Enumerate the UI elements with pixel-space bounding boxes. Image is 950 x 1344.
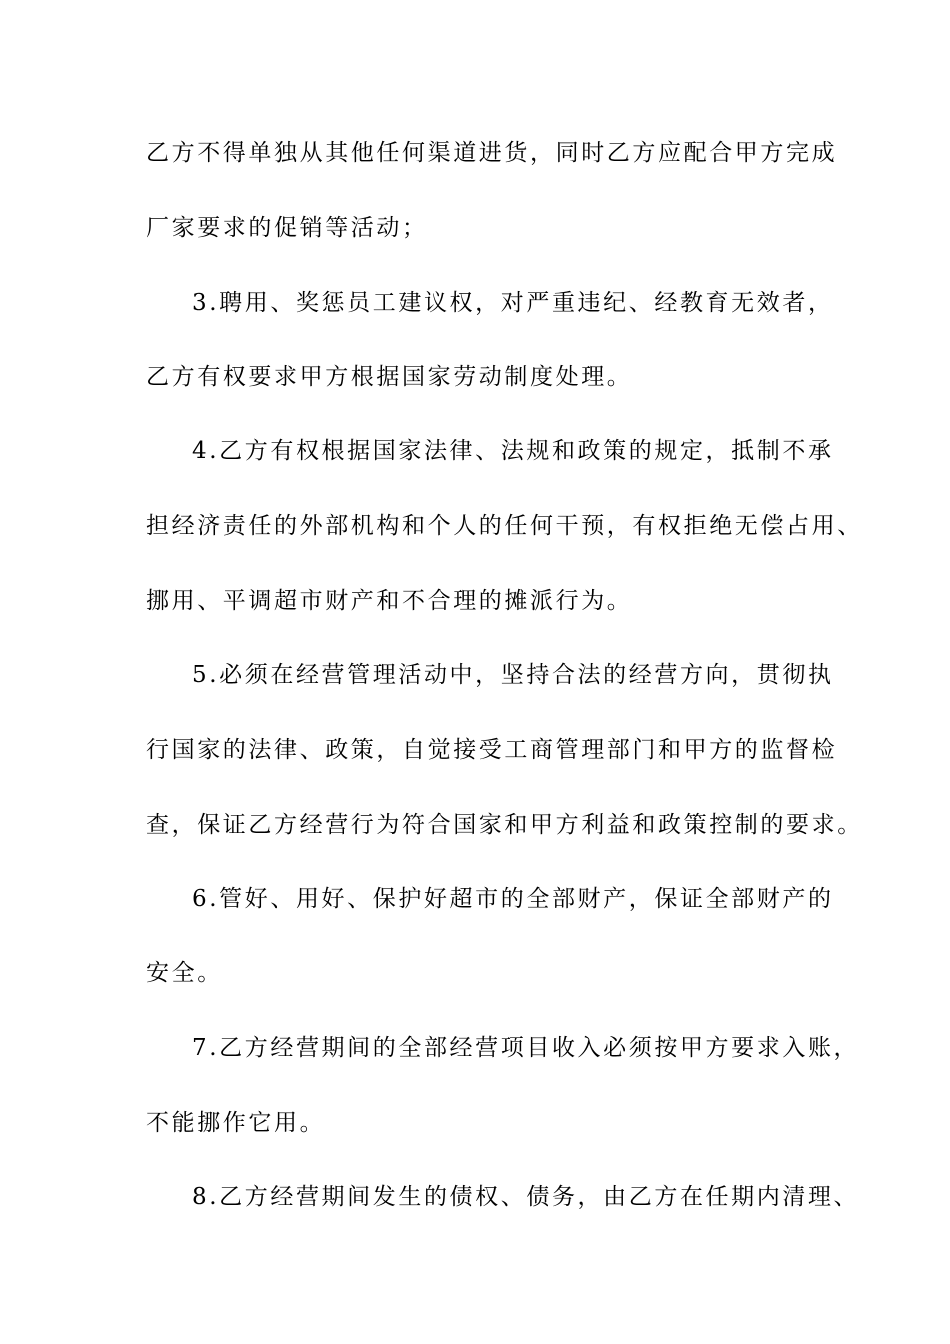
paragraph-line: 3.聘用、奖惩员工建议权，对严重违纪、经教育无效者， (192, 290, 834, 316)
paragraph-line: 挪用、平调超市财产和不合理的摊派行为。 (146, 588, 633, 614)
paragraph-line: 查，保证乙方经营行为符合国家和甲方利益和政策控制的要求。 (146, 812, 863, 838)
paragraph-line: 乙方有权要求甲方根据国家劳动制度处理。 (146, 364, 633, 390)
paragraph-line: 8.乙方经营期间发生的债权、债务，由乙方在任期内清理、 (192, 1184, 860, 1210)
paragraph-line: 5.必须在经营管理活动中，坚持合法的经营方向，贯彻执 (192, 662, 834, 688)
paragraph-line: 7.乙方经营期间的全部经营项目收入必须按甲方要求入账， (192, 1035, 860, 1061)
paragraph-line: 安全。 (146, 960, 223, 986)
paragraph-line: 4.乙方有权根据国家法律、法规和政策的规定，抵制不承 (192, 438, 834, 464)
paragraph-line: 厂家要求的促销等活动； (146, 215, 428, 241)
paragraph-line: 行国家的法律、政策，自觉接受工商管理部门和甲方的监督检 (146, 737, 838, 763)
paragraph-line: 担经济责任的外部机构和个人的任何干预，有权拒绝无偿占用、 (146, 513, 863, 539)
paragraph-line: 6.管好、用好、保护好超市的全部财产，保证全部财产的 (192, 886, 834, 912)
paragraph-line: 不能挪作它用。 (146, 1110, 326, 1136)
paragraph-line: 乙方不得单独从其他任何渠道进货，同时乙方应配合甲方完成 (146, 140, 838, 166)
